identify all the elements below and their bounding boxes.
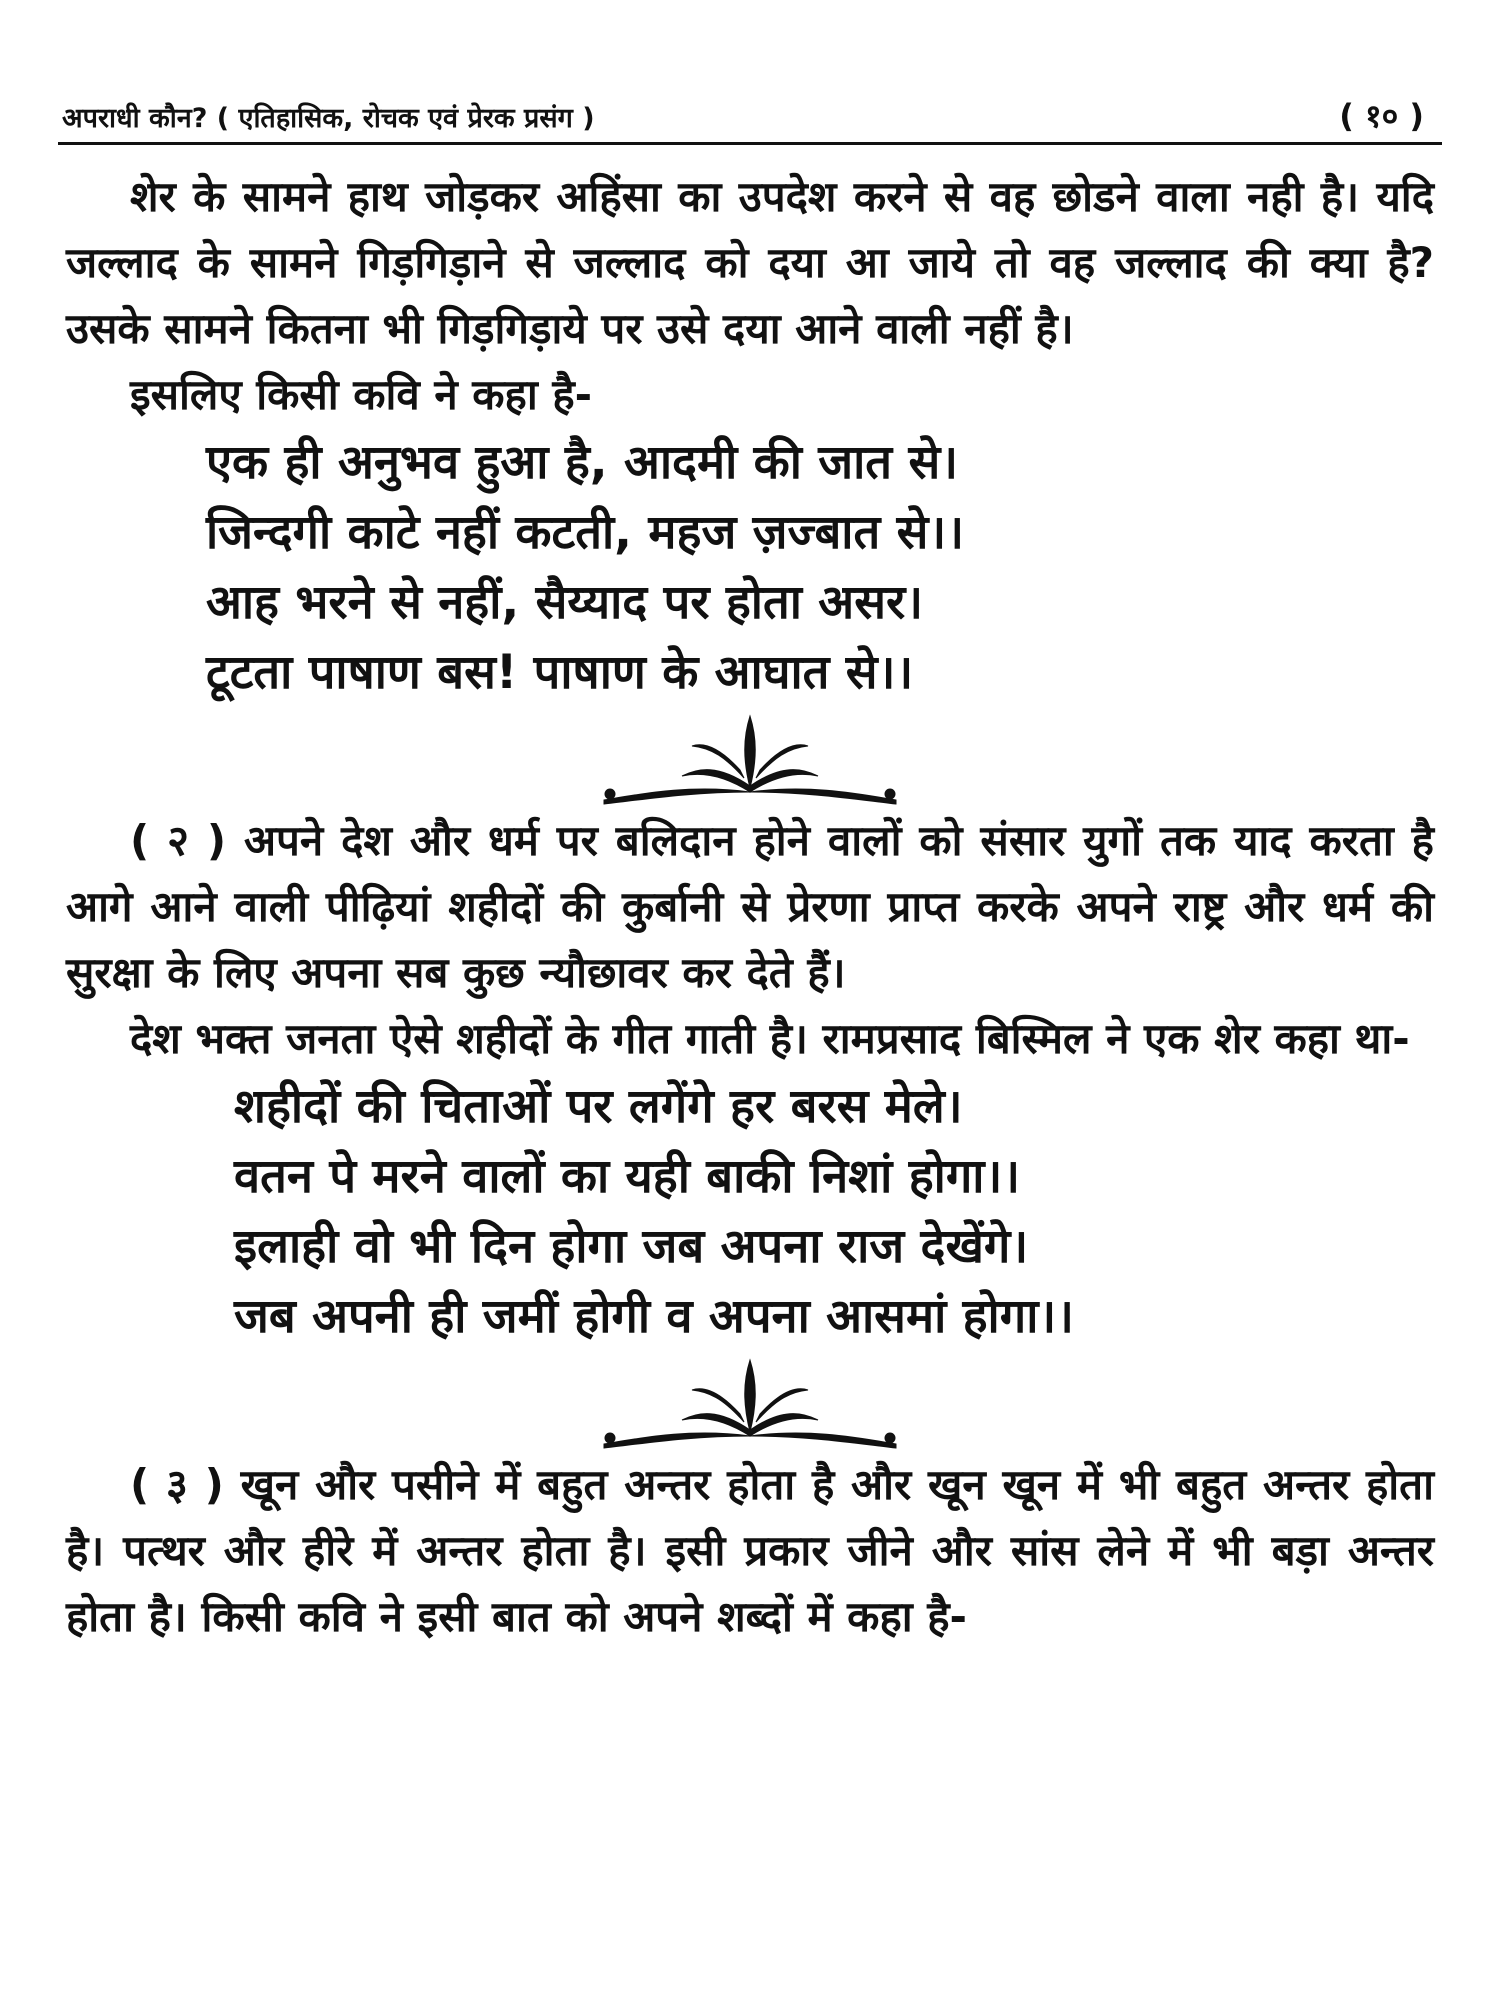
page-number: ( १० ) bbox=[1339, 97, 1424, 135]
ornament-divider-1 bbox=[600, 708, 900, 808]
verse-2-line-3: इलाही वो भी दिन होगा जब अपना राज देखेंगे। bbox=[234, 1219, 1029, 1274]
verse-1-line-1: एक ही अनुभव हुआ है, आदमी की जात से। bbox=[206, 435, 959, 490]
book-title: अपराधी कौन? ( एतिहासिक, रोचक एवं प्रेरक प्रसंग ) bbox=[62, 103, 595, 134]
verse-intro-1: इसलिए किसी कवि ने कहा है- bbox=[130, 370, 593, 419]
verse-2 bbox=[66, 1072, 1434, 1352]
verse-1-line-3: आह भरने से नहीं, सैय्याद पर होता असर। bbox=[206, 575, 924, 630]
verse-intro-2: देश भक्त जनता ऐसे शहीदों के गीत गाती है। रामप्रसाद बिस्मिल ने एक शेर कहा था- bbox=[130, 1014, 1410, 1063]
paragraph-1: शेर के सामने हाथ जोड़कर अहिंसा का उपदेश करने से वह छोडने वाला नही है। यदि जल्लाद के सामने गिड़गिड़ाने से जल्लाद को दया आ जाये तो वह जल्लाद की क्या है? उसके सामने कितना भी गिड़गिड़ाये पर उसे दया आने वाली नहीं है। bbox=[66, 172, 1434, 353]
verse-2-line-4: जब अपनी ही जमीं होगी व अपना आसमां होगा।। bbox=[234, 1289, 1074, 1344]
verse-1 bbox=[66, 428, 1434, 708]
verse-2-line-1: शहीदों की चिताओं पर लगेंगे हर बरस मेले। bbox=[234, 1079, 963, 1134]
verse-1-line-2: जिन्दगी काटे नहीं कटती, महज ज़ज्बात से।। bbox=[206, 505, 965, 560]
ornament-divider-2 bbox=[600, 1352, 900, 1452]
paragraph-3: ( ३ ) खून और पसीने में बहुत अन्तर होता है और खून खून में भी बहुत अन्तर होता है। पत्थर और हीरे में अन्तर होता है। इसी प्रकार जीने और सांस लेने में भी बड़ा अन्तर होता है। किसी कवि ने इसी बात को अपने शब्दों में कहा है- bbox=[66, 1460, 1434, 1641]
verse-2-line-2: वतन पे मरने वालों का यही बाकी निशां होगा।। bbox=[234, 1149, 1021, 1204]
page-body bbox=[66, 164, 1434, 1650]
verse-1-line-4: टूटता पाषाण बस! पाषाण के आघात से।। bbox=[206, 645, 914, 700]
paragraph-2: ( २ ) अपने देश और धर्म पर बलिदान होने वालों को संसार युगों तक याद करता है आगे आने वाली पीढ़ियां शहीदों की कुर्बानी से प्रेरणा प्राप्त करके अपने राष्ट्र और धर्म की सुरक्षा के लिए अपना सब कुछ न्यौछावर कर देते हैं। bbox=[66, 816, 1434, 997]
header-rule bbox=[58, 142, 1442, 145]
page-header bbox=[62, 98, 1438, 138]
